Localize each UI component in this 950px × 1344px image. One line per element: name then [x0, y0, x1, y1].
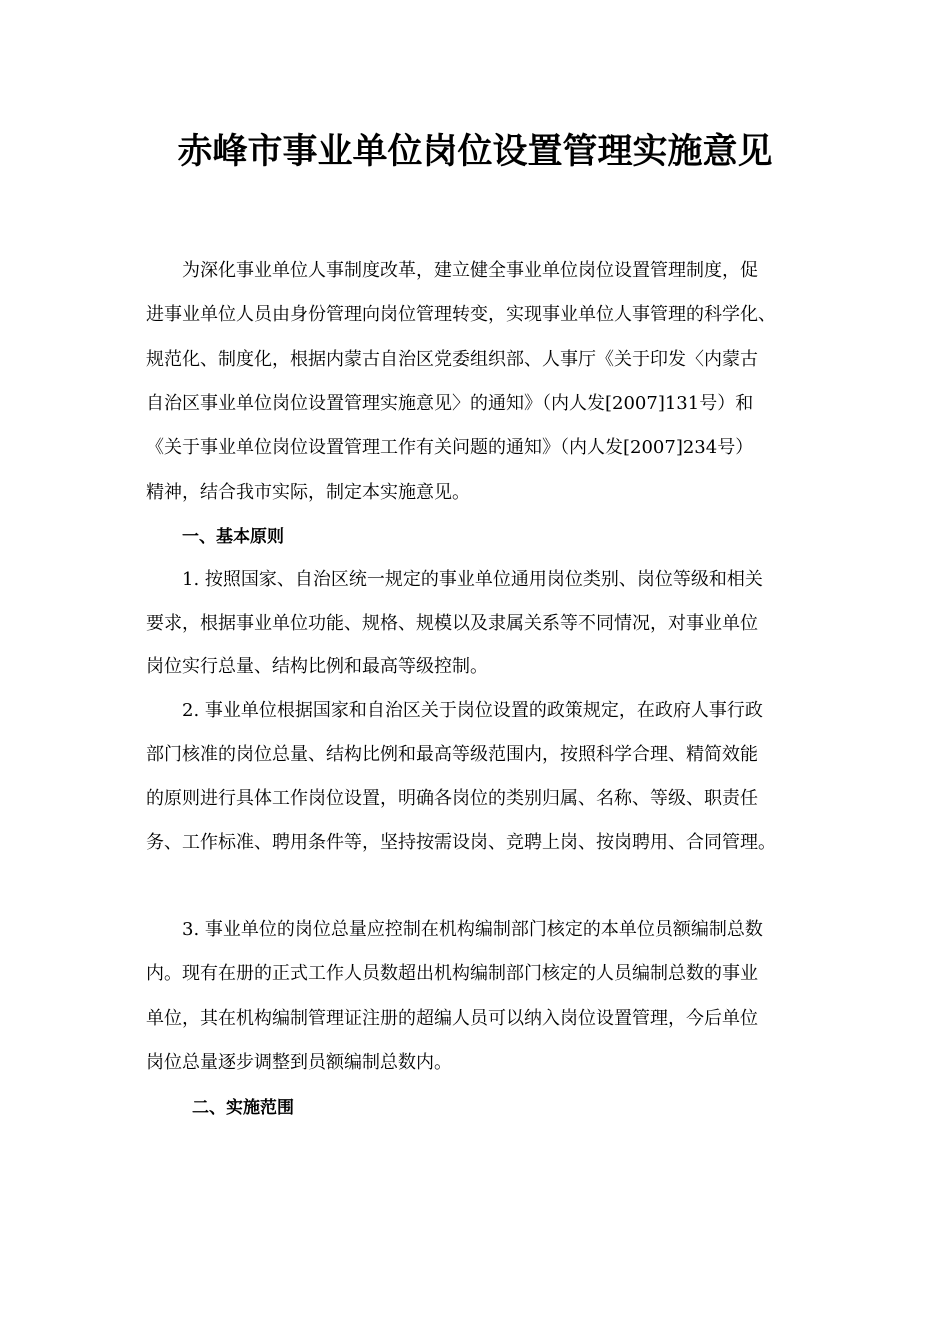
- item2-line-2: 部门核准的岗位总量、结构比例和最高等级范围内，按照科学合理、精简效能: [146, 744, 758, 765]
- item3-line-2: 内。现有在册的正式工作人员数超出机构编制部门核定的人员编制总数的事业: [146, 963, 758, 984]
- intro-line-2: 进事业单位人员由身份管理向岗位管理转变，实现事业单位人事管理的科学化、: [146, 304, 776, 325]
- item2-line-1: 2. 事业单位根据国家和自治区关于岗位设置的政策规定，在政府人事行政: [182, 700, 763, 721]
- item3-line-1: 3. 事业单位的岗位总量应控制在机构编制部门核定的本单位员额编制总数: [182, 919, 763, 940]
- item3-line-4: 岗位总量逐步调整到员额编制总数内。: [146, 1052, 452, 1073]
- document-title: 赤峰市事业单位岗位设置管理实施意见: [177, 131, 773, 172]
- intro-line-1: 为深化事业单位人事制度改革，建立健全事业单位岗位设置管理制度，促: [182, 260, 758, 281]
- section-heading-scope: 二、实施范围: [192, 1098, 294, 1118]
- intro-line-5: 《关于事业单位岗位设置管理工作有关问题的通知》（内人发[2007]234号）: [146, 437, 754, 458]
- item1-line-1: 1. 按照国家、自治区统一规定的事业单位通用岗位类别、岗位等级和相关: [182, 569, 763, 590]
- item2-line-4: 务、工作标准、聘用条件等，坚持按需设岗、竞聘上岗、按岗聘用、合同管理。: [146, 832, 776, 853]
- intro-line-4: 自治区事业单位岗位设置管理实施意见〉的通知》（内人发[2007]131号）和: [146, 393, 754, 414]
- intro-line-6: 精神，结合我市实际，制定本实施意见。: [146, 482, 470, 503]
- item2-line-3: 的原则进行具体工作岗位设置，明确各岗位的类别归属、名称、等级、职责任: [146, 788, 758, 809]
- section-heading-basic-principles: 一、基本原则: [182, 527, 284, 547]
- item1-line-2: 要求，根据事业单位功能、规格、规模以及隶属关系等不同情况，对事业单位: [146, 613, 758, 634]
- item1-line-3: 岗位实行总量、结构比例和最高等级控制。: [146, 656, 488, 677]
- intro-line-3: 规范化、制度化，根据内蒙古自治区党委组织部、人事厅《关于印发〈内蒙古: [146, 349, 758, 370]
- item3-line-3: 单位，其在机构编制管理证注册的超编人员可以纳入岗位设置管理，今后单位: [146, 1008, 758, 1029]
